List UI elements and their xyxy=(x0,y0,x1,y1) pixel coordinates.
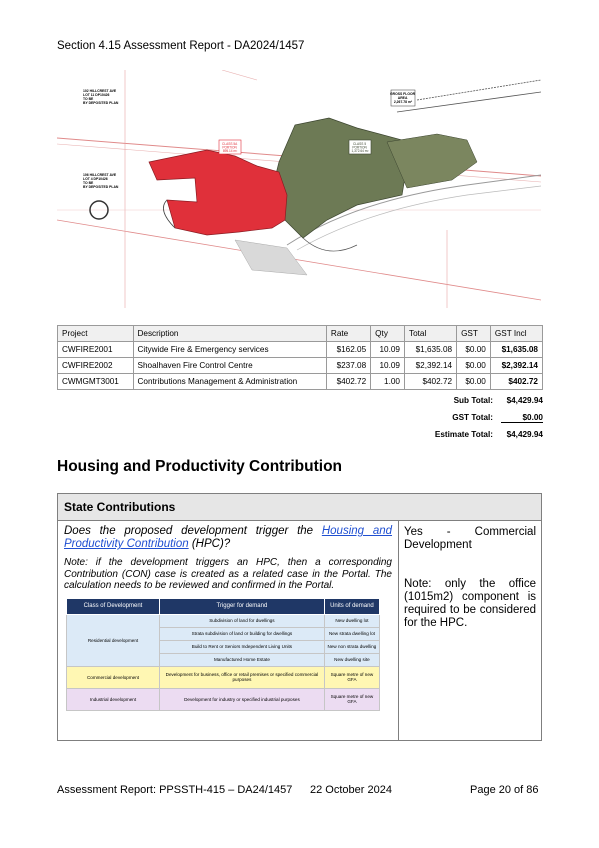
cell-total: $2,392.14 xyxy=(404,358,456,374)
cell-gst: $0.00 xyxy=(457,342,491,358)
hpc-col-class: Class of Development xyxy=(67,598,160,614)
hpc-col-units: Units of demand xyxy=(324,598,379,614)
hpc-trigger: Manufactured Home Estate xyxy=(160,653,325,666)
cell-project: CWMGMT3001 xyxy=(58,374,134,390)
hpc-answer-note: Note: only the office (1015m2) component is required to be considered for the HPC. xyxy=(404,578,536,629)
col-gst: GST xyxy=(457,326,491,342)
hpc-units: New dwelling site xyxy=(324,653,379,666)
state-contributions-title: State Contributions xyxy=(58,494,541,521)
estimate-total-label: Estimate Total: xyxy=(434,430,493,439)
hpc-residential-label: Residential development xyxy=(67,614,160,666)
question-text-post: (HPC)? xyxy=(188,538,231,550)
hpc-units: New dwelling lot xyxy=(324,614,379,627)
cell-rate: $162.05 xyxy=(326,342,370,358)
col-gst-incl: GST Incl xyxy=(490,326,542,342)
subtotal-value: $4,429.94 xyxy=(506,396,543,405)
cell-description: Contributions Management & Administration xyxy=(133,374,326,390)
hpc-note: Note: if the development triggers an HPC, then a corresponding Contribution (CON) case is created as a related case in the Portal. The calculation needs to be reviewed and confirmed in the Portal. xyxy=(64,557,392,591)
gst-total-row xyxy=(370,409,543,426)
cell-qty: 10.09 xyxy=(371,358,405,374)
hpc-question xyxy=(64,525,392,551)
footer-report-id: Assessment Report: PPSSTH-415 – DA24/1457 xyxy=(57,784,293,796)
cell-total: $402.72 xyxy=(404,374,456,390)
table-row xyxy=(67,688,380,710)
hpc-commercial-trigger: Development for business, office or retail premises or specified commercial purposes xyxy=(160,666,325,688)
cell-gst: $0.00 xyxy=(457,374,491,390)
contributions-table xyxy=(57,325,543,390)
totals-block xyxy=(370,392,543,443)
hpc-units: New non strata dwelling xyxy=(324,640,379,653)
estimate-total-row xyxy=(370,426,543,443)
page-header: Section 4.15 Assessment Report - DA2024/1457 xyxy=(57,40,305,52)
plan-label-mid-left: 106 HILLCREST AVE LOT 4 DP10426 TO BE BY DEPOSITED PLAN xyxy=(83,173,119,189)
gst-total-label: GST Total: xyxy=(452,413,493,422)
hpc-class-table xyxy=(66,598,380,711)
hpc-units: New strata dwelling lot xyxy=(324,627,379,640)
cell-description: Shoalhaven Fire Control Centre xyxy=(133,358,326,374)
plan-label-green-tag: CLASS 5 PORTION 1,372.64 m² xyxy=(351,142,369,153)
cell-description: Citywide Fire & Emergency services xyxy=(133,342,326,358)
section-heading: Housing and Productivity Contribution xyxy=(57,458,343,475)
plan-label-gfa: GROSS FLOOR AREA 2,267.78 m² xyxy=(389,92,416,104)
hpc-industrial-trigger: Development for industry or specified industrial purposes xyxy=(160,688,325,710)
hpc-commercial-units: Square metre of new GFA xyxy=(324,666,379,688)
subtotal-label: Sub Total: xyxy=(453,396,493,405)
cell-gst-incl: $1,635.08 xyxy=(490,342,542,358)
hpc-header-row xyxy=(67,598,380,614)
table-row xyxy=(67,614,380,627)
table-row xyxy=(67,666,380,688)
table-header-row xyxy=(58,326,543,342)
hpc-col-trigger: Trigger for demand xyxy=(160,598,325,614)
subtotal-row xyxy=(370,392,543,409)
hpc-trigger: Subdivision of land for dwellings xyxy=(160,614,325,627)
footer-page-number: Page 20 of 86 xyxy=(470,784,539,796)
state-contributions-answer-cell xyxy=(399,520,541,740)
site-plan-image xyxy=(57,70,541,308)
cell-project: CWFIRE2001 xyxy=(58,342,134,358)
footer-date: 22 October 2024 xyxy=(310,784,392,796)
hpc-link[interactable]: Housing and Productivity Contribution xyxy=(64,525,393,550)
table-row xyxy=(58,358,543,374)
col-rate: Rate xyxy=(326,326,370,342)
col-description: Description xyxy=(133,326,326,342)
col-total: Total xyxy=(404,326,456,342)
cell-gst: $0.00 xyxy=(457,358,491,374)
state-contributions-question-cell xyxy=(58,520,399,740)
gst-total-value: $0.00 xyxy=(501,413,543,423)
col-qty: Qty xyxy=(371,326,405,342)
cell-qty: 1.00 xyxy=(371,374,405,390)
estimate-total-value: $4,429.94 xyxy=(506,430,543,439)
state-contributions-box xyxy=(57,493,542,741)
cell-rate: $237.08 xyxy=(326,358,370,374)
table-row xyxy=(58,342,543,358)
cell-qty: 10.09 xyxy=(371,342,405,358)
table-row xyxy=(58,374,543,390)
question-text-pre: Does the proposed development trigger the xyxy=(64,525,322,537)
hpc-commercial-class: Commercial development xyxy=(67,666,160,688)
hpc-industrial-class: Industrial development xyxy=(67,688,160,710)
hpc-trigger: Build to Rent or Seniors Independent Living Units xyxy=(160,640,325,653)
cell-project: CWFIRE2002 xyxy=(58,358,134,374)
hpc-industrial-units: Square metre of new GFA xyxy=(324,688,379,710)
cell-gst-incl: $402.72 xyxy=(490,374,542,390)
plan-label-top-left: 102 HILLCREST AVE LOT 11 DP10426 TO BE BY DEPOSITED PLAN xyxy=(83,89,119,105)
hpc-trigger: Strata subdivision of land or building for dwellings xyxy=(160,627,325,640)
cell-total: $1,635.08 xyxy=(404,342,456,358)
col-project: Project xyxy=(58,326,134,342)
hpc-answer: Yes - Commercial Development xyxy=(404,526,536,551)
cell-rate: $402.72 xyxy=(326,374,370,390)
cell-gst-incl: $2,392.14 xyxy=(490,358,542,374)
plan-label-red-tag: CLASS 5A PORTION 895.14 m² xyxy=(222,142,238,153)
